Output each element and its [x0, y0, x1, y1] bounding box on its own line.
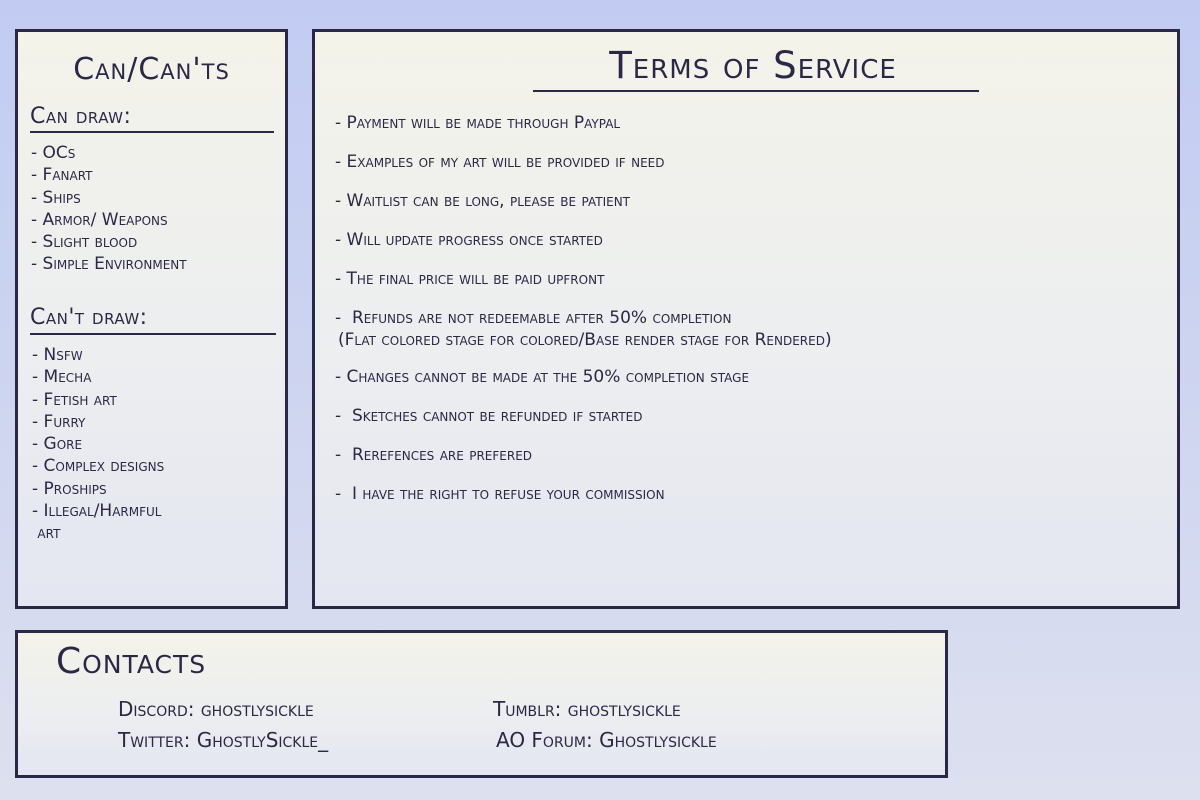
- list-item: - Gore: [32, 434, 83, 455]
- can-draw-heading: Can draw:: [30, 104, 132, 129]
- can-draw-list: [31, 142, 187, 276]
- contact-tumblr: Tumblr: ghostlysickle: [493, 697, 681, 721]
- cant-draw-list: [32, 344, 164, 545]
- list-item: - Furry: [32, 411, 86, 432]
- contact-ao-forum: AO Forum: Ghostlysickle: [496, 728, 717, 752]
- list-item: - Complex designs: [32, 456, 165, 477]
- list-item: - Fanart: [31, 165, 93, 186]
- cant-draw-rule: [30, 333, 276, 335]
- refund-note: (Flat colored stage for colored/Base render stage for Rendered): [338, 330, 832, 350]
- list-item: - Proships: [32, 478, 107, 499]
- can-draw-rule: [30, 131, 274, 133]
- cancant-panel: [15, 29, 288, 609]
- contacts-title: Contacts: [56, 641, 207, 682]
- tos-item: - Changes cannot be made at the 50% completion stage: [335, 367, 750, 387]
- list-item: - Fetish art: [32, 389, 117, 410]
- contact-discord: Discord: ghostlysickle: [118, 697, 314, 721]
- tos-item: - Payment will be made through Paypal: [335, 113, 621, 133]
- cancant-title: Can/Can'ts: [73, 52, 230, 87]
- tos-title-rule: [533, 90, 979, 92]
- tos-item-refunds: [335, 307, 832, 351]
- tos-item: - Rerefences are prefered: [335, 445, 533, 465]
- list-item: art: [32, 523, 61, 544]
- cant-draw-heading: Can't draw:: [30, 305, 148, 330]
- contact-twitter: Twitter: GhostlySickle_: [118, 728, 329, 752]
- tos-item: - Waitlist can be long, please be patient: [335, 191, 631, 211]
- list-item: - OCs: [31, 143, 76, 163]
- tos-item: - Examples of my art will be provided if need: [335, 152, 665, 172]
- tos-item: - The final price will be paid upfront: [335, 269, 605, 289]
- tos-item: - I have the right to refuse your commission: [335, 484, 665, 504]
- contacts-panel: [15, 630, 948, 778]
- tos-item: - Sketches cannot be refunded if started: [335, 406, 643, 426]
- tos-item-text: - Refunds are not redeemable after 50% completion: [335, 308, 732, 328]
- list-item: - Slight blood: [31, 232, 138, 253]
- list-item: - Mecha: [32, 367, 92, 388]
- tos-item: - Will update progress once started: [335, 230, 603, 250]
- tos-panel: [312, 29, 1180, 609]
- list-item: - Ships: [31, 187, 81, 208]
- list-item: - Simple Environment: [31, 254, 187, 275]
- list-item: - Illegal/Harmful: [32, 501, 162, 522]
- list-item: - Nsfw: [32, 345, 83, 365]
- tos-title: Terms of Service: [609, 44, 897, 87]
- list-item: - Armor/ Weapons: [31, 209, 168, 230]
